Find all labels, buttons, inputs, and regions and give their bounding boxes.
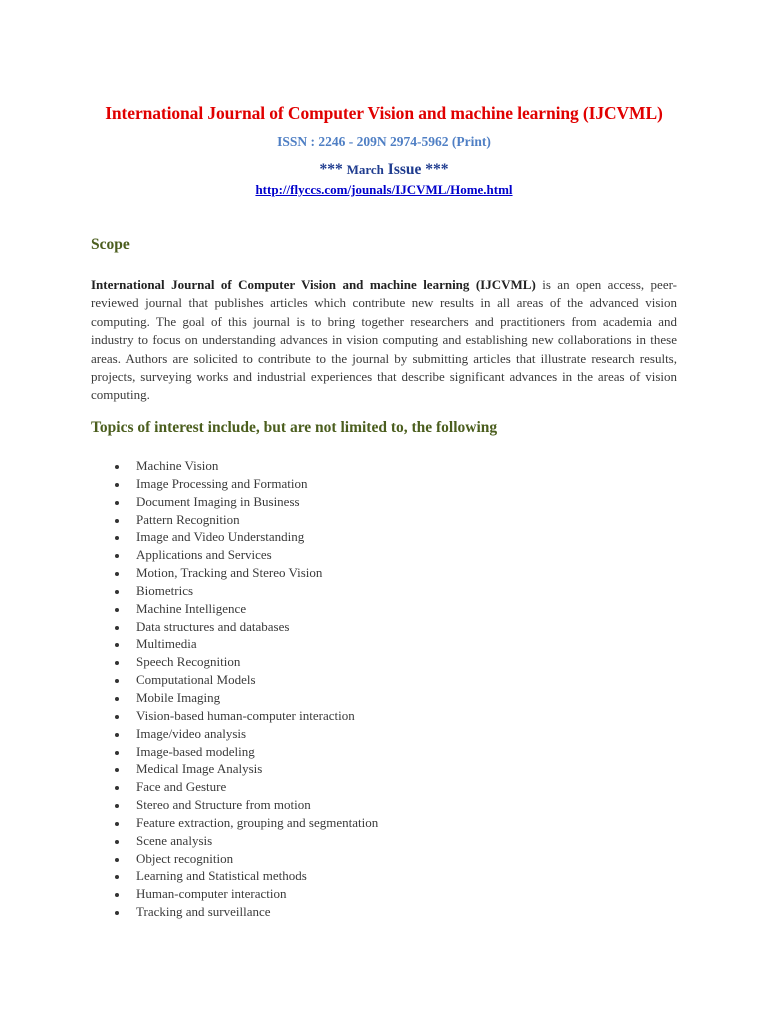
topic-item: [115, 832, 378, 850]
bullet-icon: [115, 465, 119, 469]
topic-label: Object recognition: [136, 850, 234, 866]
topic-item: [115, 564, 378, 582]
bullet-icon: [115, 858, 119, 862]
topics-heading: Topics of interest include, but are not limited to, the following: [91, 419, 498, 436]
bullet-icon: [115, 804, 119, 808]
bullet-icon: [115, 626, 119, 630]
issue-prefix: ***: [319, 161, 347, 178]
scope-paragraph: [91, 276, 677, 405]
topic-item: [115, 493, 378, 511]
topic-label: Human-computer interaction: [136, 886, 287, 902]
bullet-icon: [115, 733, 119, 737]
topic-item: [115, 671, 378, 689]
topic-item: [115, 689, 378, 707]
bullet-icon: [115, 697, 119, 701]
topic-label: Machine Vision: [136, 458, 219, 473]
topic-item: [115, 778, 378, 796]
topic-label: Image Processing and Formation: [136, 475, 308, 491]
bullet-icon: [115, 875, 119, 879]
bullet-icon: [115, 554, 119, 558]
topics-list: [115, 457, 378, 921]
topic-item: [115, 528, 378, 546]
topic-label: Data structures and databases: [136, 618, 290, 634]
bullet-icon: [115, 911, 119, 915]
topic-item: [115, 475, 378, 493]
topic-label: Pattern Recognition: [136, 511, 240, 527]
topic-item: [115, 725, 378, 743]
topic-item: [115, 743, 378, 761]
topic-item: [115, 903, 378, 921]
topic-label: Motion, Tracking and Stereo Vision: [136, 565, 323, 581]
scope-journal-name: International Journal of Computer Vision and machine learning (IJCVML): [91, 277, 536, 292]
issue-line: [0, 161, 768, 179]
topic-label: Scene analysis: [136, 832, 213, 848]
topic-label: Speech Recognition: [136, 654, 241, 670]
topic-label: Feature extraction, grouping and segmentation: [136, 814, 379, 830]
bullet-icon: [115, 483, 119, 487]
bullet-icon: [115, 679, 119, 683]
topic-label: Biometrics: [136, 582, 194, 598]
bullet-icon: [115, 786, 119, 790]
topic-item: [115, 760, 378, 778]
topic-item: [115, 850, 378, 868]
bullet-icon: [115, 768, 119, 772]
topic-item: [115, 885, 378, 903]
topic-item: [115, 600, 378, 618]
bullet-icon: [115, 519, 119, 523]
bullet-icon: [115, 643, 119, 647]
bullet-icon: [115, 715, 119, 719]
topic-label: Machine Intelligence: [136, 600, 247, 616]
issue-word: Issue ***: [383, 161, 449, 178]
topic-item: [115, 867, 378, 885]
topic-item: [115, 618, 378, 636]
topic-item: [115, 511, 378, 529]
bullet-icon: [115, 822, 119, 826]
topic-item: [115, 582, 378, 600]
journal-title: International Journal of Computer Vision and machine learning (IJCVML): [105, 103, 663, 123]
topic-label: Applications and Services: [136, 547, 272, 563]
topic-item: [115, 457, 378, 475]
topic-label: Face and Gesture: [136, 779, 227, 795]
bullet-icon: [115, 840, 119, 844]
topic-label: Image and Video Understanding: [136, 529, 305, 545]
topic-item: [115, 653, 378, 671]
topic-label: Image-based modeling: [136, 743, 255, 759]
topic-item: [115, 546, 378, 564]
topic-label: Tracking and surveillance: [136, 904, 271, 920]
bullet-icon: [115, 608, 119, 612]
topic-label: Learning and Statistical methods: [136, 868, 307, 884]
topic-label: Document Imaging in Business: [136, 493, 300, 509]
topic-label: Mobile Imaging: [136, 689, 221, 705]
topic-label: Medical Image Analysis: [136, 761, 263, 777]
bullet-icon: [115, 572, 119, 576]
topic-label: Stereo and Structure from motion: [136, 797, 311, 813]
journal-url-line: [0, 182, 768, 198]
topic-item: [115, 635, 378, 653]
bullet-icon: [115, 501, 119, 505]
bullet-icon: [115, 751, 119, 755]
topic-label: Computational Models: [136, 672, 256, 688]
issue-month: March: [346, 162, 384, 177]
bullet-icon: [115, 893, 119, 897]
topic-item: [115, 796, 378, 814]
topic-label: Vision-based human-computer interaction: [136, 707, 355, 723]
journal-url-link[interactable]: http://flyccs.com/jounals/IJCVML/Home.html: [255, 182, 513, 197]
topic-label: Multimedia: [136, 636, 197, 652]
scope-heading: Scope: [91, 236, 130, 253]
scope-body: is an open access, peer-reviewed journal that publishes articles which contribute new results in all areas of the advanced vision computing. The goal of this journal is to bring together researchers and practitioners from academia and industry to focus on understanding advances in vision computing and establishing new collaborations in these areas. Authors are solicited to contribute to the journal by submitting articles that illustrate research results, projects, surveying works and industrial experiences that describe significant advances in the areas of vision computing.: [91, 277, 677, 403]
topic-item: [115, 814, 378, 832]
topic-item: [115, 707, 378, 725]
issn-line: ISSN : 2246 - 209N 2974-5962 (Print): [277, 134, 491, 149]
topic-label: Image/video analysis: [136, 725, 247, 741]
bullet-icon: [115, 536, 119, 540]
bullet-icon: [115, 661, 119, 665]
bullet-icon: [115, 590, 119, 594]
